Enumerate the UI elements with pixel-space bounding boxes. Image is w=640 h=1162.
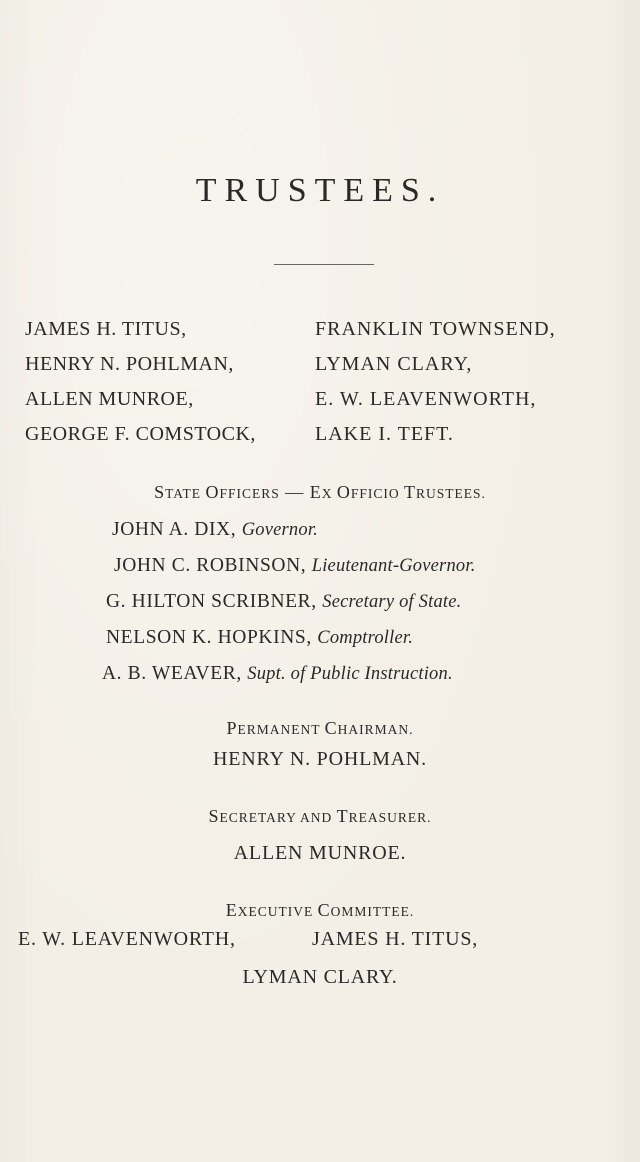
trustee-name: GEORGE F. COMSTOCK, [25, 423, 256, 445]
officer-title: Governor. [241, 520, 318, 540]
page-title: TRUSTEES. [195, 172, 445, 209]
officer-name: G. HILTON SCRIBNER, [106, 591, 317, 612]
officer-entry [114, 548, 476, 584]
officer-name: JOHN A. DIX, [112, 519, 237, 540]
trustees-left-column [25, 312, 256, 452]
officer-title: Secretary of State. [322, 592, 462, 612]
officer-name: JOHN C. ROBINSON, [114, 555, 307, 576]
trustee-name: LAKE I. TEFT. [315, 423, 454, 445]
officer-entry [106, 620, 476, 656]
trustee-name: HENRY N. POHLMAN, [25, 353, 234, 375]
trustee-name: ALLEN MUNROE, [25, 388, 194, 410]
executive-member: JAMES H. TITUS, [312, 928, 479, 950]
trustees-right-column [315, 312, 556, 452]
executive-member: E. W. LEAVENWORTH, [18, 928, 236, 950]
trustee-name: E. W. LEAVENWORTH, [315, 388, 537, 410]
state-officers-list [102, 512, 476, 692]
executive-committee-heading: EXECUTIVE COMMITTEE. [225, 900, 415, 920]
title-divider [274, 264, 374, 265]
officer-name: A. B. WEAVER, [102, 663, 242, 684]
permanent-chairman-name: HENRY N. POHLMAN. [213, 748, 427, 770]
trustee-name: LYMAN CLARY, [315, 353, 473, 375]
trustee-name: FRANKLIN TOWNSEND, [315, 318, 556, 340]
secretary-treasurer-name: ALLEN MUNROE. [233, 842, 407, 864]
officer-title: Lieutenant-Governor. [311, 556, 476, 576]
officer-entry [112, 512, 476, 548]
officer-name: NELSON K. HOPKINS, [106, 627, 312, 648]
state-officers-heading: STATE OFFICERS — EX OFFICIO TRUSTEES. [154, 482, 486, 502]
trustee-name: JAMES H. TITUS, [25, 318, 187, 340]
officer-title: Comptroller. [317, 628, 414, 648]
executive-member: LYMAN CLARY. [242, 966, 398, 988]
officer-entry [106, 584, 476, 620]
officer-title: Supt. of Public Instruction. [247, 664, 453, 684]
permanent-chairman-heading: PERMANENT CHAIRMAN. [226, 718, 414, 738]
secretary-treasurer-heading: SECRETARY AND TREASURER. [208, 806, 432, 826]
officer-entry [102, 656, 476, 692]
